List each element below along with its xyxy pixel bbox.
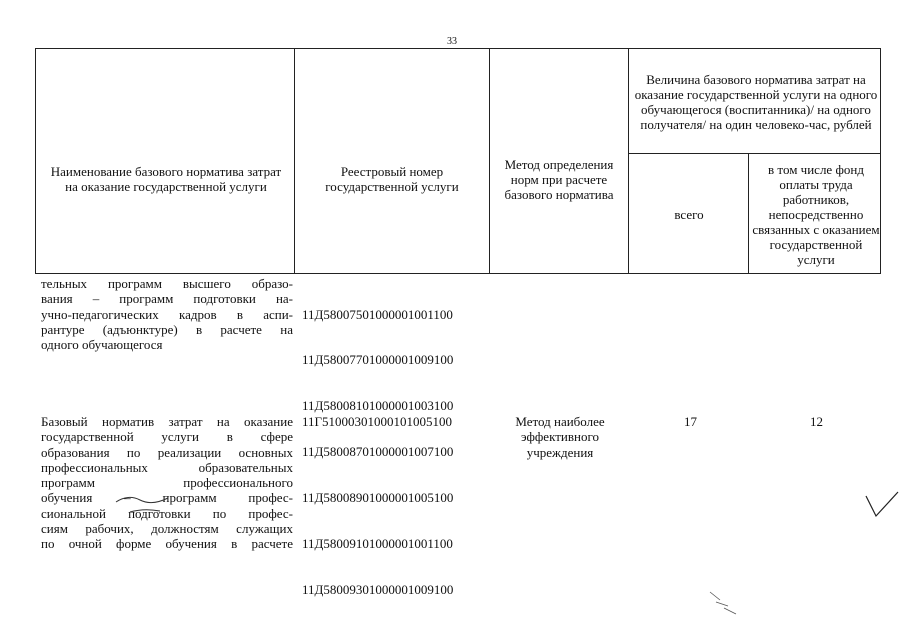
- text-line: государственной услуги в сфере: [41, 429, 293, 445]
- row2-method: Метод наиболее эффективного учреждения: [515, 414, 605, 460]
- text-line: тельных программ высшего образо-: [41, 276, 293, 291]
- divider: [628, 49, 629, 273]
- text-line: Базовый норматив затрат на оказание: [41, 414, 293, 429]
- page-number: 33: [447, 36, 457, 47]
- registry-code: 11Д58009301000001009100: [302, 581, 454, 597]
- header-registry-column: Реестровый номер государственной услуги: [325, 164, 459, 194]
- row2-name: [41, 414, 293, 552]
- registry-code: 11Д58009101000001001100: [302, 536, 453, 552]
- text-line: по очной форме обучения в расчете: [41, 536, 293, 552]
- text-line: сиональной подготовки по профес-: [41, 505, 293, 521]
- divider: [748, 153, 749, 273]
- text-line: рантуре (адъюнктуре) в расчете на: [41, 321, 293, 337]
- registry-code: 11Д58007501000001001100: [302, 306, 453, 322]
- header-method-column: Метод определения норм при расчете базового норматива: [504, 156, 614, 202]
- registry-code: 11Д58008101000001003100: [302, 398, 454, 414]
- text-line: сиям рабочих, должностям служащих: [41, 521, 293, 537]
- divider: [294, 49, 295, 273]
- row2-payroll: 12: [810, 414, 823, 429]
- header-payroll-column: в том числе фонд оплаты труда работников, непосредственно связанных с оказанием государственной услуги: [752, 161, 880, 267]
- text-line: обучения – программ профес-: [41, 490, 293, 506]
- row1-codes: [302, 276, 453, 613]
- text-line: одного обучающегося: [41, 337, 163, 353]
- row1-name: [41, 276, 293, 352]
- registry-code: 11Д58008701000001007100: [302, 444, 454, 460]
- table-header: [35, 48, 881, 274]
- header-total-column: всего: [674, 206, 704, 222]
- divider: [628, 153, 881, 154]
- text-line: программ профессионального: [41, 475, 293, 491]
- checkmark-icon: [862, 490, 902, 520]
- header-value-group: Величина базового норматива затрат на оказание государственной услуги на одного обучающегося (воспитанника)/ на одного получателя/ на один человеко-час, рублей: [634, 72, 878, 132]
- divider: [489, 49, 490, 273]
- row2-code: 11Г51000301000101005100: [302, 414, 453, 429]
- header-name-column: Наименование базового норматива затрат на оказание государственной услуги: [50, 164, 282, 194]
- pen-mark-scribble: [706, 588, 746, 618]
- row2-total: 17: [684, 414, 697, 429]
- registry-code: 11Д58007701000001009100: [302, 352, 454, 368]
- text-line: вания – программ подготовки на-: [41, 291, 293, 307]
- text-line: учно-педагогических кадров в аспи-: [41, 306, 293, 322]
- text-line: профессиональных образовательных: [41, 459, 293, 475]
- registry-code: 11Д58008901000001005100: [302, 490, 454, 506]
- pen-mark-dash: [126, 506, 166, 520]
- text-line: образования по реализации основных: [41, 444, 293, 460]
